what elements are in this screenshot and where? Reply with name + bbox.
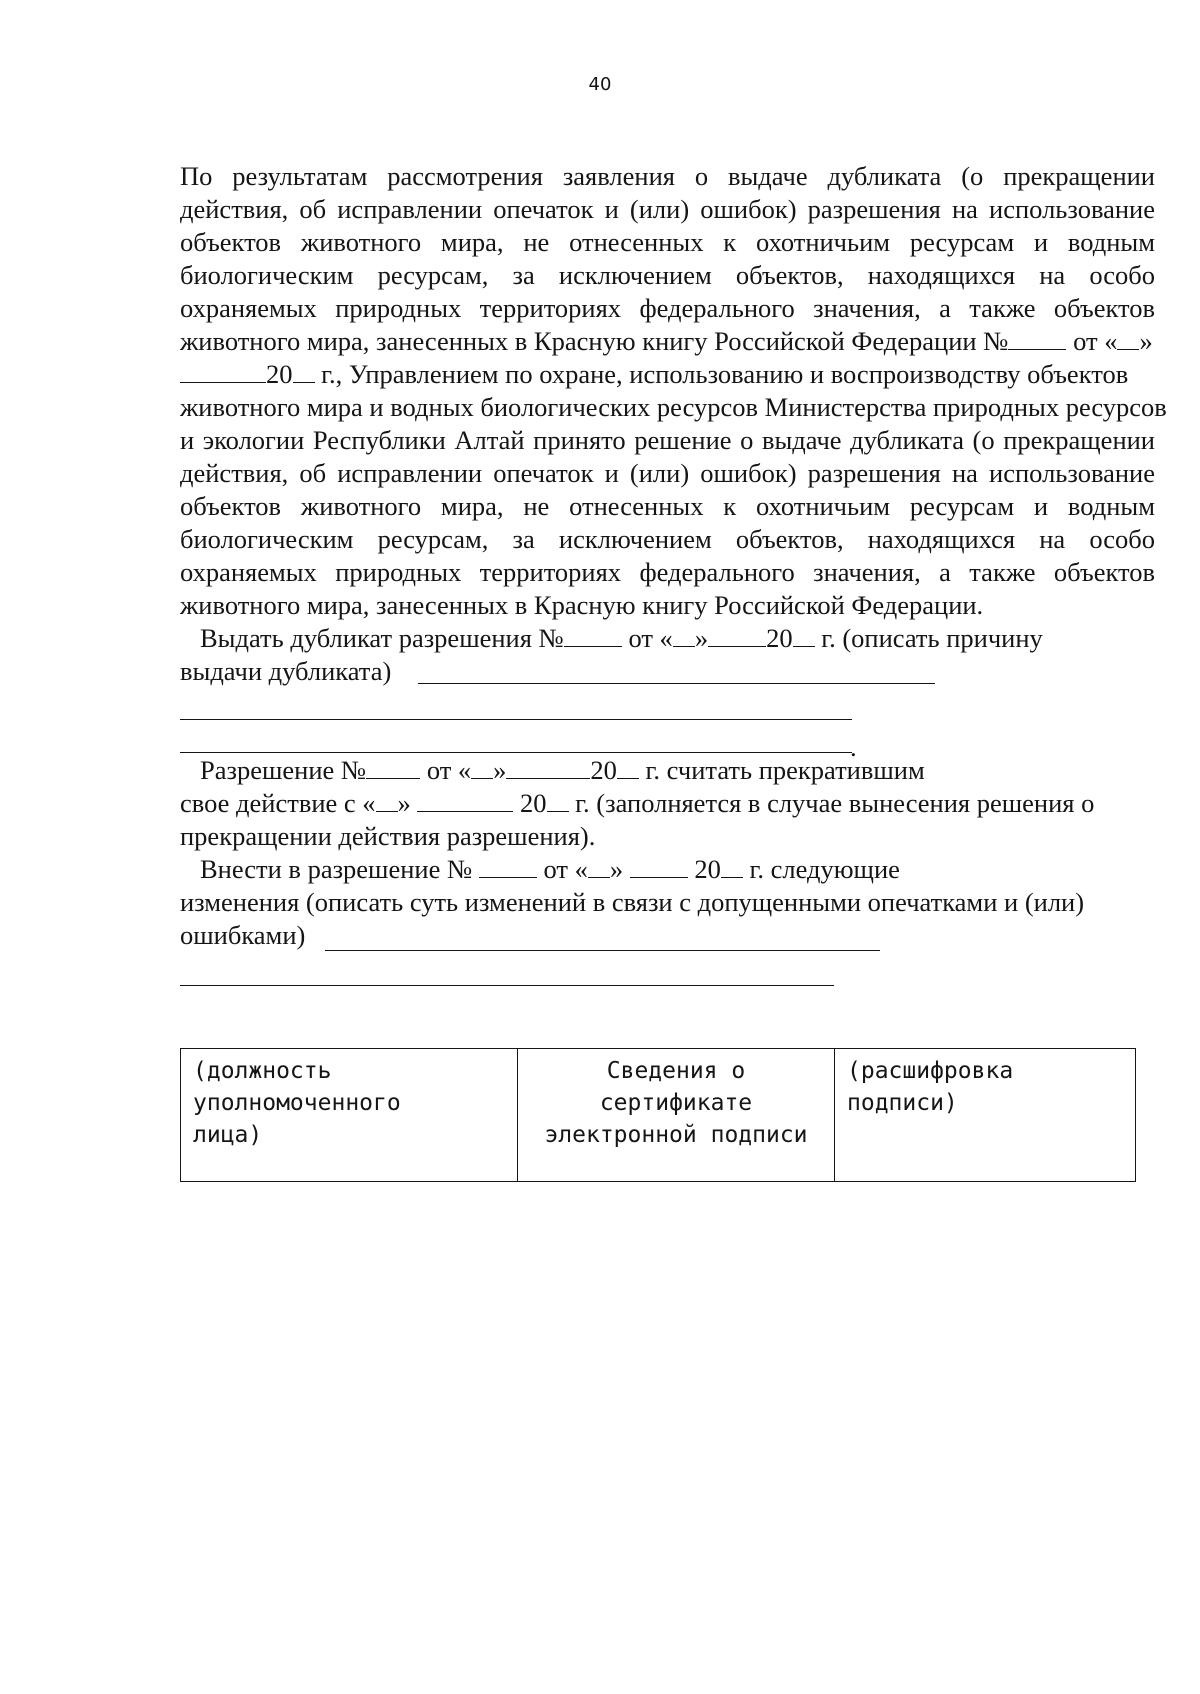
text-fragment: »	[694, 623, 709, 653]
termination-effective-day-blank[interactable]	[376, 790, 398, 812]
year-prefix: 20	[766, 623, 793, 653]
duplicate-reason-underline-2[interactable]	[180, 719, 852, 720]
text-line: животного мира, занесенных в Красную книгу Российской Федерации.	[180, 590, 984, 620]
text-line: охраняемых природных территориях федерального значения, а также объектов	[180, 293, 1155, 323]
text-fragment: »	[1139, 326, 1153, 356]
text-line: объектов животного мира, не отнесенных к охотничьим ресурсам и водным	[180, 491, 1155, 521]
signature-decoding-cell	[835, 1049, 1136, 1182]
text-line: и экологии Республики Алтай принято решение о выдаче дубликата (о прекращении	[180, 425, 1155, 455]
changes-number-blank[interactable]	[479, 856, 537, 878]
duplicate-month-blank[interactable]	[708, 625, 766, 647]
changes-day-blank[interactable]	[588, 856, 610, 878]
termination-date-line	[180, 787, 1155, 820]
text-line: биологическим ресурсам, за исключением объектов, находящихся на особо	[180, 524, 1155, 554]
termination-line	[180, 754, 1155, 787]
text-line: охраняемых природных территориях федерального значения, а также объектов	[180, 557, 1155, 587]
text-fragment: г. считать прекратившим	[645, 755, 925, 785]
decision-text	[180, 160, 1167, 952]
year-prefix: 20	[520, 788, 547, 818]
text-fragment: Выдать дубликат разрешения №	[200, 623, 564, 653]
text-fragment: г. (заполняется в случае вынесения решения о	[575, 788, 1095, 818]
text-fragment: от «	[1073, 326, 1118, 356]
duplicate-period: .	[850, 732, 857, 762]
termination-year-blank[interactable]	[617, 757, 639, 779]
certificate-cell	[518, 1049, 835, 1182]
blank-line	[180, 721, 1155, 754]
position-label: (должность уполномоченного лица)	[193, 1058, 401, 1148]
month-blank[interactable]	[180, 361, 266, 383]
termination-number-blank[interactable]	[366, 757, 420, 779]
text-fragment: от «	[426, 755, 472, 785]
text-fragment: ошибками)	[180, 920, 306, 950]
permit-number-line	[180, 325, 1155, 358]
text-fragment: выдачи дубликата)	[180, 656, 392, 686]
year-prefix: 20	[590, 755, 617, 785]
changes-errors-underline-2[interactable]	[180, 985, 834, 986]
text-fragment: г. (описать причину	[821, 623, 1043, 653]
termination-effective-month-blank[interactable]	[417, 790, 513, 812]
certificate-label: Сведения о сертификате электронной подписи	[544, 1058, 808, 1148]
year-prefix: 20	[694, 854, 721, 884]
day-blank[interactable]	[1117, 328, 1139, 350]
duplicate-line	[180, 622, 1155, 655]
page-number: 40	[588, 74, 612, 95]
changes-line	[180, 853, 1155, 886]
year-prefix: 20	[266, 359, 293, 389]
text-line: прекращении действия разрешения).	[180, 821, 596, 851]
text-line: действия, об исправлении опечаток и (или) ошибок) разрешения на использование	[180, 458, 1155, 488]
text-fragment: животного мира, занесенных в Красную книгу Российской Федерации №	[180, 326, 1009, 356]
permit-number-blank[interactable]	[1008, 328, 1066, 350]
duplicate-reason-underline[interactable]	[418, 683, 935, 684]
text-line: биологическим ресурсам, за исключением объектов, находящихся на особо	[180, 260, 1155, 290]
duplicate-reason-underline-3[interactable]	[180, 752, 852, 753]
termination-day-blank[interactable]	[471, 757, 493, 779]
text-fragment: »	[397, 788, 411, 818]
year-blank[interactable]	[293, 361, 315, 383]
text-line: животного мира и водных биологических ресурсов Министерства природных ресурсов	[180, 392, 1167, 422]
duplicate-number-blank[interactable]	[564, 625, 622, 647]
text-line: объектов животного мира, не отнесенных к охотничьим ресурсам и водным	[180, 227, 1155, 257]
text-line: По результатам рассмотрения заявления о выдаче дубликата (о прекращении	[180, 161, 1155, 191]
signature-table	[180, 1048, 1136, 1182]
text-fragment: г., Управлением по охране, использованию и воспроизводству объектов	[321, 359, 1129, 389]
changes-month-blank[interactable]	[630, 856, 688, 878]
text-fragment: г. следующие	[749, 854, 900, 884]
duplicate-day-blank[interactable]	[673, 625, 695, 647]
table-row	[181, 1049, 1136, 1182]
changes-errors-underline[interactable]	[325, 950, 880, 951]
termination-effective-year-blank[interactable]	[547, 790, 569, 812]
changes-errors-line	[180, 919, 1155, 952]
text-fragment: от «	[543, 854, 588, 884]
text-fragment: свое действие с «	[180, 788, 376, 818]
text-fragment: »	[493, 755, 507, 785]
text-fragment: Разрешение №	[200, 755, 367, 785]
position-cell	[181, 1049, 518, 1182]
duplicate-year-blank[interactable]	[793, 625, 815, 647]
date-authority-line	[180, 358, 1155, 391]
text-fragment: от «	[628, 623, 673, 653]
blank-line	[180, 688, 1155, 721]
text-fragment: »	[609, 854, 624, 884]
text-line: изменения (описать суть изменений в связи с допущенными опечатками и (или)	[180, 887, 1085, 917]
signature-decoding-label: (расшифровка подписи)	[847, 1058, 1014, 1116]
changes-year-blank[interactable]	[721, 856, 743, 878]
text-fragment: Внести в разрешение №	[200, 854, 473, 884]
termination-month-blank[interactable]	[506, 757, 590, 779]
text-line: действия, об исправлении опечаток и (или) ошибок) разрешения на использование	[180, 194, 1155, 224]
